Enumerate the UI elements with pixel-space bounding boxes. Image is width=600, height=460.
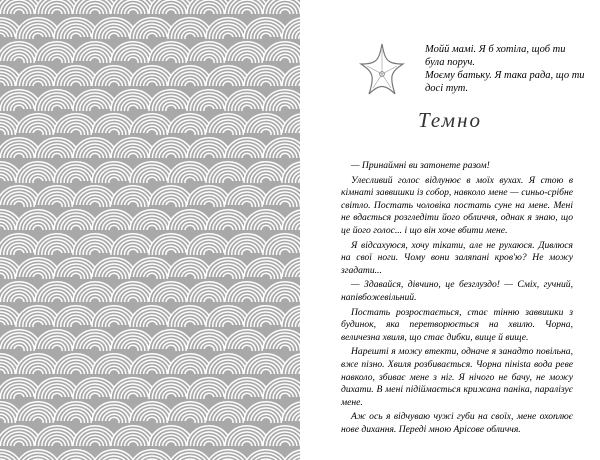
chapter-title: Темно [417, 108, 483, 132]
paragraph: Аж ось я відчуваю чужі губи на своїх, мене охоплює нове дихання. Переді мною Арісове обличчя. [341, 411, 573, 435]
starfish-icon [345, 40, 419, 110]
paragraph: Улесливий голос відлунює в моїх вухах. Я стою в кімнаті заввишки із собор, навколо мене — синьо-срібне світло. Постать чоловіка постать суне на мене. Мені не вдається розгледіти його обличчя, однак я знаю, що це його голос... і що він хоче вбити мене. [341, 174, 573, 236]
dedication [425, 44, 587, 96]
paragraph: Я відсахуюся, хочу тікати, але не рухаюся. Дивлюся на свої ноги. Чому вони заляпані кров'ю? Не можу згадати... [341, 239, 573, 276]
dedication-line-mother: Мойй мамі. Я б хотіла, щоб ти була поруч. [425, 44, 566, 68]
paragraph: Нарешті я можу втекти, одначе я занадто повільна, вже пізно. Хвиля розбивається. Чорна пінista вода реве навколо, збиває мене з ніг. Я нічого не бачу, не можу дихати. В мені підіймається крижана паніка, паралізує мене. [341, 346, 573, 408]
paragraph: — Здавайся, дівчино, це безглуздо! — Сміх, гучний, напівбожевільний. [341, 279, 573, 303]
paragraph: Постать розростається, стає тінню заввишки з будинок, яка перетворюється на хвилю. Чорна, величезна хвиля, що стає дибки, вище й вище. [341, 306, 573, 343]
chapter-body [341, 160, 573, 436]
dedication-line-father: Моєму батьку. Я така рада, що ти досі тут. [425, 70, 585, 94]
paragraph: — Принаймні ви затонете разом! [351, 160, 490, 171]
